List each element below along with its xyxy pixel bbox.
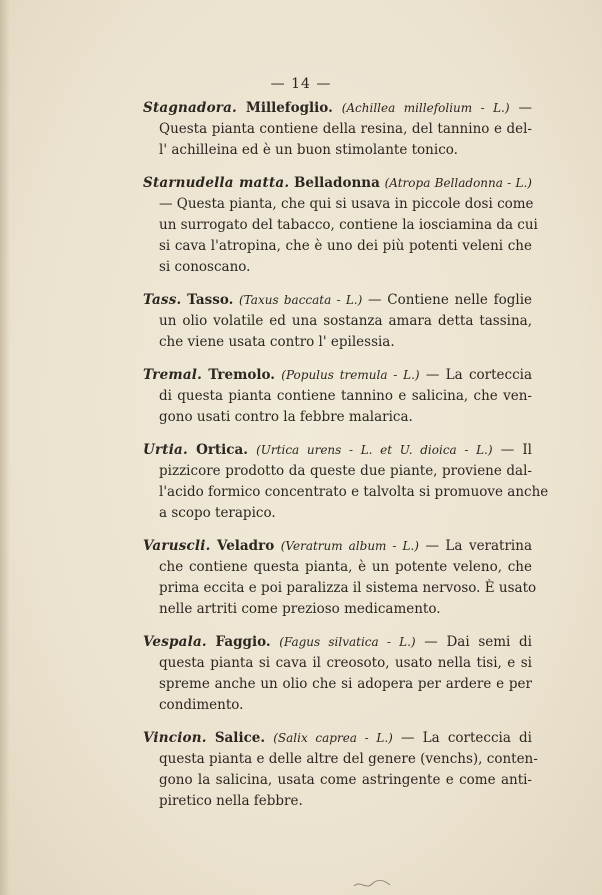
- glossary-entry: [143, 728, 538, 812]
- text-line: [143, 728, 532, 749]
- text-run: [188, 442, 196, 458]
- text-run: Questa pianta contiene della: [159, 121, 361, 137]
- text-run: si cava l': [159, 238, 219, 254]
- scientific-name: (Populus tremula - L.): [281, 368, 420, 382]
- text-run: , che è uno dei più potenti veleni che: [276, 238, 532, 254]
- scientific-name: (Urtica urens - L. et U. dioica - L.): [256, 443, 493, 457]
- text-line: [143, 119, 532, 140]
- text-run: gono usati contro la febbre malarica.: [159, 409, 413, 425]
- text-run: [333, 100, 342, 116]
- text-run: [271, 634, 280, 650]
- text-run: e: [393, 388, 412, 404]
- text-run: , del: [403, 121, 438, 137]
- text-run: un surrogato del tabacco, contiene la: [159, 217, 419, 233]
- text-line: [143, 407, 532, 428]
- text-run: l': [159, 484, 168, 500]
- italic-term: salicina: [411, 388, 464, 404]
- text-run: nelle artriti come prezioso medicamento.: [159, 601, 441, 617]
- text-run: [207, 730, 215, 746]
- text-run: a scopo terapico.: [159, 505, 276, 521]
- dialect-term: Vespala.: [143, 634, 207, 650]
- text-line: [143, 311, 532, 332]
- common-name: Faggio.: [215, 634, 271, 650]
- text-run: — La corteccia: [419, 367, 533, 383]
- text-run: , usata come astringente e come anti-: [267, 772, 532, 788]
- text-line: [143, 599, 532, 620]
- dialect-term: Varuscli.: [143, 538, 211, 554]
- text-line: [143, 365, 532, 386]
- glossary-entry: [143, 365, 532, 428]
- scientific-name: (Atropa Belladonna - L.): [384, 176, 532, 190]
- entry-list: [143, 98, 549, 824]
- text-run: piretico nella febbre.: [159, 793, 303, 809]
- text-run: questa pianta si cava il: [159, 655, 327, 671]
- text-line: [143, 503, 532, 524]
- text-run: condimento.: [159, 697, 244, 713]
- italic-term: atropina: [218, 238, 277, 254]
- scientific-name: (Fagus silvatica - L.): [279, 635, 416, 649]
- text-run: si conoscano.: [159, 259, 251, 275]
- text-run: — La corteccia di: [392, 730, 532, 746]
- scientific-name: (Veratrum album - L.): [280, 539, 419, 553]
- text-line: [143, 290, 532, 311]
- italic-term: iosciamina: [418, 217, 493, 233]
- decorative-flourish-icon: [352, 878, 392, 890]
- text-line: [143, 695, 532, 716]
- page-number: — 14 —: [270, 76, 332, 92]
- italic-term: salicina: [215, 772, 268, 788]
- text-run: di questa pianta contiene: [159, 388, 341, 404]
- text-run: [237, 100, 246, 116]
- italic-term: tassina: [479, 313, 528, 329]
- glossary-entry: [143, 98, 532, 161]
- common-name: Tremolo.: [208, 367, 275, 383]
- italic-term: veratrina: [468, 538, 532, 554]
- text-line: [143, 440, 532, 461]
- dialect-term: Vincion.: [143, 730, 207, 746]
- text-run: questa pianta e delle altre del genere: [159, 751, 421, 767]
- text-run: — Dai semi di: [415, 634, 532, 650]
- text-run: —: [509, 100, 532, 116]
- text-run: ,: [527, 313, 532, 329]
- text-line: [143, 194, 532, 215]
- text-line: [143, 98, 532, 119]
- text-run: gono la: [159, 772, 216, 788]
- scientific-name: (Taxus baccata - L.): [239, 293, 363, 307]
- glossary-entry: [143, 440, 549, 524]
- glossary-entry: [143, 632, 532, 716]
- text-run: — La: [418, 538, 469, 554]
- scientific-name: (Achillea millefolium - L.): [341, 101, 510, 115]
- glossary-entry: [143, 290, 532, 353]
- text-line: [143, 632, 532, 653]
- text-line: [143, 140, 532, 161]
- text-run: — Il: [492, 442, 533, 458]
- common-name: Salice.: [214, 730, 266, 746]
- text-line: [143, 770, 532, 791]
- text-run: che contiene questa pianta, è un potente veleno, che: [159, 559, 532, 575]
- text-run: spreme anche un olio che si adopera per ardere e per: [159, 676, 532, 692]
- glossary-entry: [143, 173, 538, 278]
- glossary-entry: [143, 536, 537, 620]
- dialect-term: Tass.: [143, 292, 182, 308]
- text-run: — Contiene nelle foglie: [362, 292, 533, 308]
- italic-term: tannino: [341, 388, 394, 404]
- text-line: [143, 791, 532, 812]
- text-line: [143, 482, 549, 503]
- text-line: [143, 536, 532, 557]
- common-name: Belladonna: [294, 175, 380, 191]
- text-line: [143, 578, 537, 599]
- text-run: , che ven-: [463, 388, 532, 404]
- common-name: Tasso.: [187, 292, 234, 308]
- dialect-term: Urtia.: [143, 442, 188, 458]
- text-run: [248, 442, 256, 458]
- text-run: da cui: [492, 217, 538, 233]
- dialect-term: Starnudella matta.: [143, 175, 290, 191]
- text-run: , usato nella tisi, e si: [385, 655, 533, 671]
- text-line: [143, 461, 532, 482]
- text-line: [143, 236, 532, 257]
- text-run: [265, 730, 273, 746]
- dialect-term: Tremal.: [143, 367, 203, 383]
- italic-term: resina: [360, 121, 404, 137]
- text-line: [143, 215, 538, 236]
- text-run: e talvolta si promuove anche: [346, 484, 549, 500]
- common-name: Veladro: [216, 538, 275, 554]
- text-run: , conten-: [478, 751, 538, 767]
- text-line: [143, 749, 538, 770]
- text-line: [143, 173, 532, 194]
- text-line: [143, 332, 532, 353]
- common-name: Millefoglio.: [245, 100, 333, 116]
- text-line: [143, 386, 532, 407]
- italic-term: tannino: [437, 121, 490, 137]
- text-line: [143, 557, 532, 578]
- text-run: — Questa pianta, che qui si usava in piccole dosi come: [159, 196, 534, 212]
- text-line: [143, 653, 532, 674]
- italic-term: (venchs): [420, 751, 479, 767]
- dialect-term: Stagnadora.: [143, 100, 237, 116]
- text-run: che viene usata contro l' epilessia.: [159, 334, 395, 350]
- text-run: un olio volatile ed una sostanza amara detta: [159, 313, 480, 329]
- common-name: Ortica.: [196, 442, 248, 458]
- text-run: pizzicore prodotto da queste due piante, proviene dal-: [159, 463, 532, 479]
- scientific-name: (Salix caprea - L.): [273, 731, 393, 745]
- italic-term: achilleina: [171, 142, 238, 158]
- italic-term: acido formico concentrato: [167, 484, 347, 500]
- text-run: e del-: [489, 121, 532, 137]
- text-line: [143, 674, 532, 695]
- text-run: l': [159, 142, 172, 158]
- italic-term: creosoto: [326, 655, 386, 671]
- text-line: [143, 257, 532, 278]
- text-run: ed è un buon stimolante tonico.: [237, 142, 458, 158]
- text-run: prima eccita e poi paralizza il sistema nervoso. È usato: [159, 580, 537, 596]
